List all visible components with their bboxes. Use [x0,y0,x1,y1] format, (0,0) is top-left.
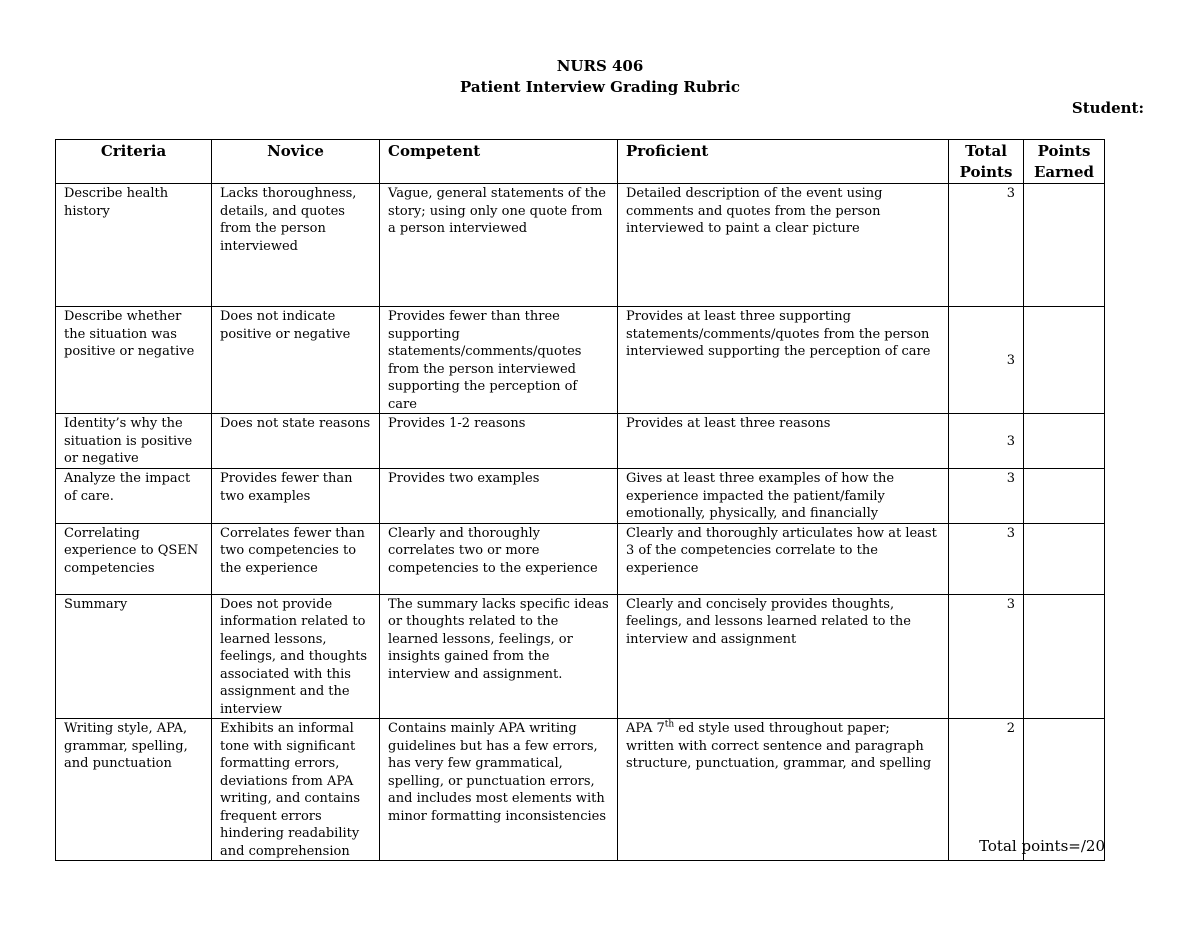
header-criteria: Criteria [56,140,212,184]
header-total-points: Total Points [949,140,1024,184]
cell-competent: Clearly and thoroughly correlates two or more competencies to the experience [380,523,618,594]
cell-criteria: Identity’s why the situation is positive or negative [56,414,212,469]
cell-criteria: Writing style, APA, grammar, spelling, and punctuation [56,719,212,861]
table-row [56,469,1105,524]
table-row [56,307,1105,414]
cell-criteria: Describe health history [56,184,212,307]
cell-points-earned[interactable] [1024,594,1105,719]
cell-proficient: Provides at least three reasons [618,414,949,469]
cell-points-earned[interactable] [1024,523,1105,594]
cell-proficient: APA 7th ed style used throughout paper; written with correct sentence and paragraph structure, punctuation, grammar, and spelling [618,719,949,861]
cell-total-points: 3 [949,594,1024,719]
cell-competent: Provides two examples [380,469,618,524]
cell-novice: Correlates fewer than two competencies to the experience [212,523,380,594]
cell-total-points: 3 [949,307,1024,414]
cell-points-earned[interactable] [1024,469,1105,524]
cell-proficient: Provides at least three supporting statements/comments/quotes from the person interviewed supporting the perception of care [618,307,949,414]
cell-novice: Exhibits an informal tone with significant formatting errors, deviations from APA writing, and contains frequent errors hindering readability and comprehension [212,719,380,861]
cell-novice: Does not indicate positive or negative [212,307,380,414]
cell-novice: Provides fewer than two examples [212,469,380,524]
table-row [56,414,1105,469]
total-points-summary: Total points=/20 [979,837,1105,855]
header-points-earned: Points Earned [1024,140,1105,184]
cell-criteria: Correlating experience to QSEN competencies [56,523,212,594]
cell-criteria: Summary [56,594,212,719]
cell-novice: Does not state reasons [212,414,380,469]
table-row [56,184,1105,307]
header-proficient: Proficient [618,140,949,184]
cell-competent: Provides 1-2 reasons [380,414,618,469]
cell-total-points: 2 [949,719,1024,861]
cell-proficient: Gives at least three examples of how the experience impacted the patient/family emotionally, physically, and financially [618,469,949,524]
cell-competent: Provides fewer than three supporting statements/comments/quotes from the person interviewed supporting the perception of care [380,307,618,414]
cell-total-points: 3 [949,414,1024,469]
rubric-title: Patient Interview Grading Rubric [459,78,741,96]
cell-total-points: 3 [949,523,1024,594]
cell-criteria: Analyze the impact of care. [56,469,212,524]
cell-criteria: Describe whether the situation was positive or negative [56,307,212,414]
cell-points-earned[interactable] [1024,414,1105,469]
cell-total-points: 3 [949,184,1024,307]
cell-total-points: 3 [949,469,1024,524]
cell-points-earned[interactable] [1024,307,1105,414]
cell-competent: Contains mainly APA writing guidelines but has a few errors, has very few grammatical, spelling, or punctuation errors, and includes most elements with minor formatting inconsistencies [380,719,618,861]
table-row [56,594,1105,719]
course-code: NURS 406 [556,57,644,75]
header-novice: Novice [212,140,380,184]
table-row [56,523,1105,594]
header-competent: Competent [380,140,618,184]
cell-novice: Lacks thoroughness, details, and quotes from the person interviewed [212,184,380,307]
cell-novice: Does not provide information related to learned lessons, feelings, and thoughts associated with this assignment and the interview [212,594,380,719]
cell-competent: The summary lacks specific ideas or thoughts related to the learned lessons, feelings, or insights gained from the interview and assignment. [380,594,618,719]
cell-proficient: Clearly and thoroughly articulates how at least 3 of the competencies correlate to the experience [618,523,949,594]
cell-proficient: Clearly and concisely provides thoughts, feelings, and lessons learned related to the interview and assignment [618,594,949,719]
cell-points-earned[interactable] [1024,184,1105,307]
document-title-block [0,56,1200,98]
table-header-row [56,140,1105,184]
student-label: Student: [1071,99,1144,117]
rubric-table [55,139,1105,861]
cell-competent: Vague, general statements of the story; using only one quote from a person interviewed [380,184,618,307]
table-row [56,719,1105,861]
cell-proficient: Detailed description of the event using comments and quotes from the person interviewed to paint a clear picture [618,184,949,307]
